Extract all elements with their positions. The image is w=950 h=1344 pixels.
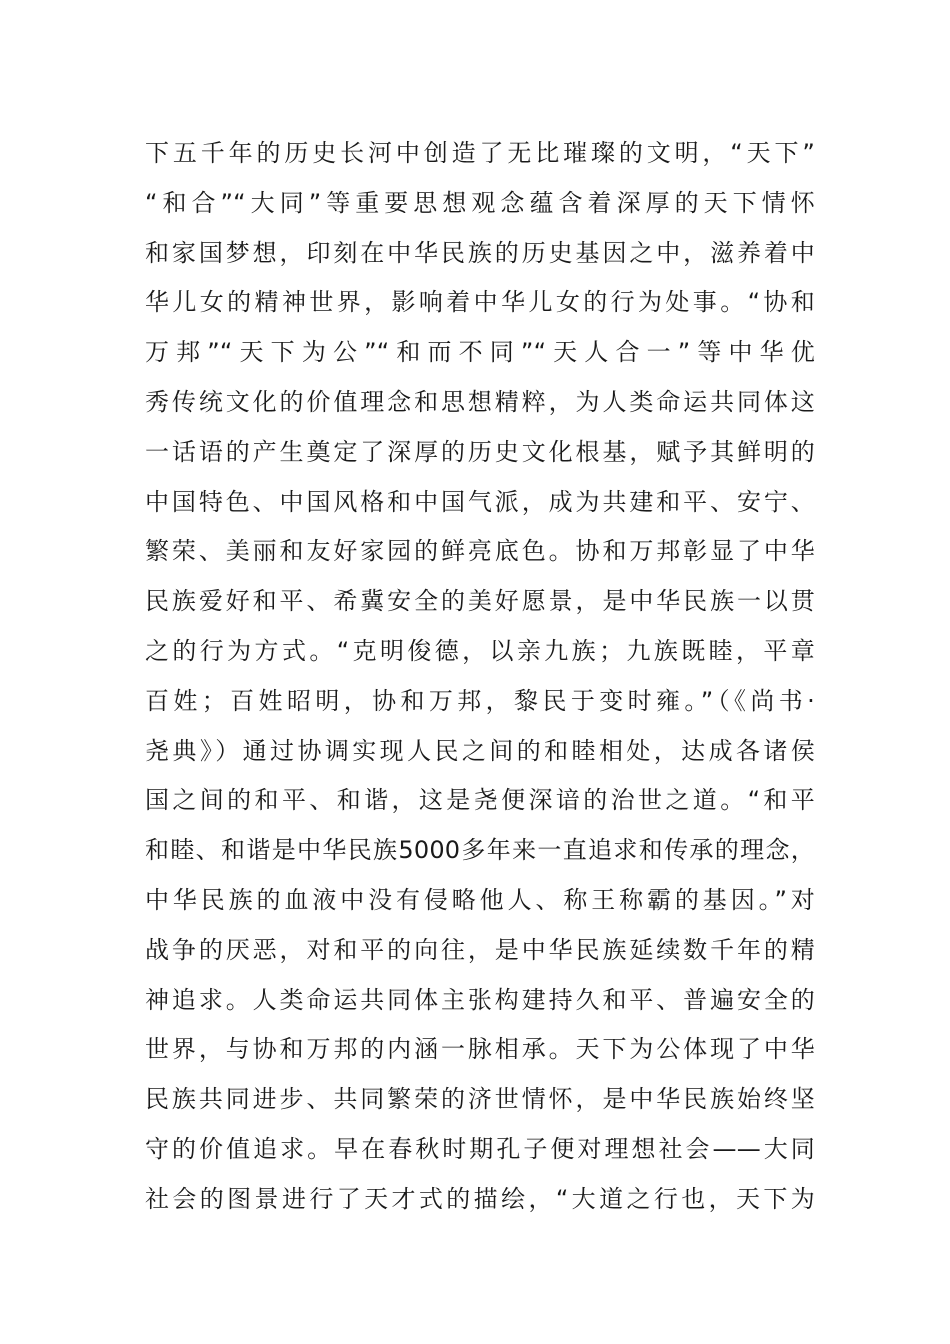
text-line: 繁荣、美丽和友好家园的鲜亮底色。协和万邦彰显了中华 — [145, 537, 815, 566]
text-line: 战争的厌恶，对和平的向往，是中华民族延续数千年的精 — [145, 935, 815, 964]
text-line: 中国特色、中国风格和中国气派，成为共建和平、安宁、 — [145, 487, 815, 516]
text-line: 百姓；百姓昭明，协和万邦，黎民于变时雍。”（《尚书· — [145, 686, 815, 715]
text-line: 世界，与协和万邦的内涵一脉相承。天下为公体现了中华 — [145, 1035, 815, 1064]
text-line: 守的价值追求。早在春秋时期孔子便对理想社会——大同 — [145, 1134, 815, 1163]
text-line: “和合”“大同”等重要思想观念蕴含着深厚的天下情怀 — [145, 188, 815, 217]
text-line: 和家国梦想，印刻在中华民族的历史基因之中，滋养着中 — [145, 238, 815, 267]
text-line: 尧典》）通过协调实现人民之间的和睦相处，达成各诸侯 — [145, 736, 815, 765]
text-line: 民族共同进步、共同繁荣的济世情怀，是中华民族始终坚 — [145, 1085, 815, 1114]
text-line: 神追求。人类命运共同体主张构建持久和平、普遍安全的 — [145, 985, 815, 1014]
text-line: 之的行为方式。“克明俊德，以亲九族；九族既睦，平章 — [145, 636, 815, 665]
text-line: 和睦、和谐是中华民族5000多年来一直追求和传承的理念， — [145, 836, 815, 865]
text-line: 中华民族的血液中没有侵略他人、称王称霸的基因。”对 — [145, 885, 815, 914]
text-line: 一话语的产生奠定了深厚的历史文化根基，赋予其鲜明的 — [145, 437, 815, 466]
body-text — [145, 129, 815, 1225]
text-line: 社会的图景进行了天才式的描绘，“大道之行也，天下为 — [145, 1184, 815, 1213]
text-line: 下五千年的历史长河中创造了无比璀璨的文明，“天下” — [145, 139, 815, 167]
text-line: 华儿女的精神世界，影响着中华儿女的行为处事。“协和 — [145, 288, 815, 317]
text-line: 民族爱好和平、希冀安全的美好愿景，是中华民族一以贯 — [145, 587, 815, 616]
text-line: 国之间的和平、和谐，这是尧便深谙的治世之道。“和平 — [145, 786, 815, 815]
text-line: 万邦”“天下为公”“和而不同”“天人合一”等中华优 — [145, 338, 815, 367]
text-line: 秀传统文化的价值理念和思想精粹，为人类命运共同体这 — [145, 387, 815, 416]
